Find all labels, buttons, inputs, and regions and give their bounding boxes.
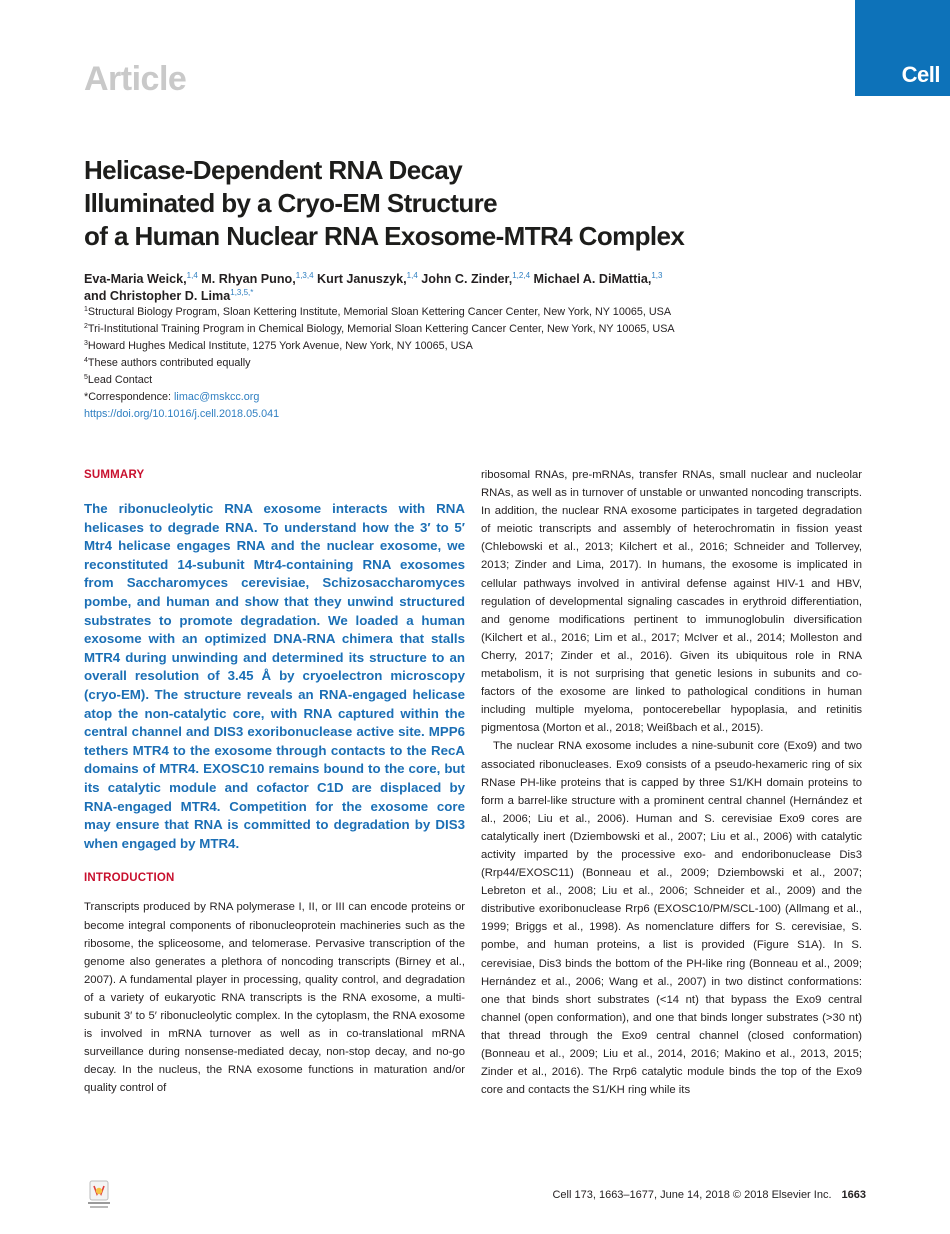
author-name: Michael A. DiMattia, xyxy=(533,272,652,286)
author-name: and Christopher D. Lima xyxy=(84,289,231,303)
title-line: Illuminated by a Cryo-EM Structure xyxy=(84,188,498,218)
affiliation-item: $^1$Structural Biology Program, Sloan Kettering Institute, Memorial Sloan Kettering Cancer Center, New York, NY 10065, USA xyxy=(84,306,672,318)
author-affiliation-marker[interactable]: 1,3,5,* xyxy=(230,288,254,297)
introduction-paragraph: Transcripts produced by RNA polymerase I, II, or III can encode proteins or become integral components of ribonucleoprotein machineries such as the ribosome, the spliceosome, and telomerase. Pervasive transcription of the genome also generates a plethora of noncoding transcripts (Birney et al., 2007). A fundamental player in processing, quality control, and degradation of a variety of eukaryotic RNA transcripts is the RNA exosome, a multi-subunit 3′ to 5′ ribonucleolytic complex. In the cytoplasm, the RNA exosome is involved in mRNA turnover as well as in co-translational mRNA surveillance during nonsense-mediated decay, non-stop decay, and no-go decay. In the nucleus, the RNA exosome functions in maturation and/or quality control of xyxy=(84,901,465,1095)
affiliation-item: $^4$These authors contributed equally xyxy=(84,357,251,369)
title-line: of a Human Nuclear RNA Exosome-MTR4 Complex xyxy=(84,221,685,251)
right-column xyxy=(481,466,862,1099)
check-for-updates-icon[interactable] xyxy=(84,1180,114,1212)
introduction-paragraph: The nuclear RNA exosome includes a nine-subunit core (Exo9) and two associated ribonucleases. Exo9 consists of a pseudo-hexameric ring of six RNase PH-like proteins that is capped by three S1/KH domain proteins to form a barrel-like structure with a prominent central channel (Hernández et al., 2006; Liu et al., 2006). Human and S. cerevisiae Exo9 cores are catalytically inert (Dziembowski et al., 2007; Liu et al., 2006) with catalytic activity imparted by the processive exo- and endoribonuclease Dis3 (Rrp44/EXOSC11) (Bonneau et al., 2009; Dziembowski et al., 2007; Lebreton et al., 2008; Liu et al., 2006; Schneider et al., 2009) and the distributive exoribonuclease Rrp6 (EXOSC10/PM/SCL-100) (Allmang et al., 1999; Briggs et al., 1998). As nomenclature differs for S. cerevisiae, S. pombe, and human proteins, a list is provided (Figure S1A). In S. cerevisiae, Dis3 binds the bottom of the PH-like ring (Bonneau et al., 2009; Hernández et al., 2006; Wang et al., 2007) in two distinct conformations: one that binds short substrates (<14 nt) that bypass the Exo9 central channel (open conformation), and one that binds longer substrates (>30 nt) that thread through the Exo9 central channel (closed conformation) (Bonneau et al., 2009; Liu et al., 2014, 2016; Makino et al., 2013, 2015; Zinder et al., 2016). The Rrp6 catalytic module binds the top of the Exo9 core and contacts the S1/KH ring while its xyxy=(481,740,862,1097)
author-name: John C. Zinder, xyxy=(421,272,513,286)
journal-badge[interactable] xyxy=(855,0,950,96)
doi-link[interactable]: https://doi.org/10.1016/j.cell.2018.05.041 xyxy=(84,408,280,420)
affiliations xyxy=(84,304,874,423)
footer-citation: Cell 173, 1663–1677, June 14, 2018 © 2018 Elsevier Inc. xyxy=(552,1189,832,1201)
page-footer xyxy=(552,1189,866,1201)
author-affiliation-marker[interactable]: 1,2,4 xyxy=(512,271,531,280)
introduction-paragraph: ribosomal RNAs, pre-mRNAs, transfer RNAs, small nuclear and nucleolar RNAs, as well as in turnover of unstable or unwanted noncoding transcripts. In addition, the nuclear RNA exosome participates in targeted degradation of meiotic transcripts and assembly of heterochromatin in fission yeast (Chlebowski et al., 2013; Kilchert et al., 2016; Schneider and Tollervey, 2013; Zinder and Lima, 2017). In humans, the exosome is implicated in cellular pathways involved in antiviral defense against HIV-1 and HBV, regulation of developmental signaling cascades in erythroid differentiation, and genome modifications pertinent to immunoglobulin diversification (Kilchert et al., 2016; Lim et al., 2017; McIver et al., 2014; Molleston and Cherry, 2017; Zinder et al., 2016). Given its ubiquitous role in RNA metabolism, it is not surprising that genetic lesions in subunits and co-factors of the exosome are linked to pathological conditions in human including multiple myeloma, pontocerebellar hypoplasia, and retinitis pigmentosa (Morton et al., 2018; Weißbach et al., 2015). xyxy=(481,469,862,735)
article-label: Article xyxy=(84,60,187,98)
author-affiliation-marker[interactable]: 1,3 xyxy=(651,271,663,280)
author-list xyxy=(84,271,874,305)
summary-text: The ribonucleolytic RNA exosome interacts with RNA helicases to degrade RNA. To understand how the 3′ to 5′ Mtr4 helicase engages RNA and the nuclear exosome, we reconstituted 14-subunit Mtr4-containing RNA exosomes from Saccharomyces cerevisiae, Schizosaccharomyces pombe, and human and show that they unwind structured substrates to promote degradation. We loaded a human exosome with an optimized DNA-RNA chimera that stalls MTR4 during unwinding and determined its structure to an overall resolution of 3.45 Å by cryoelectron microscopy (cryo-EM). The structure reveals an RNA-engaged helicase atop the non-catalytic core, with RNA captured within the central channel and DIS3 exoribonuclease active site. MPP6 tethers MTR4 to the exosome through contacts to the RecA domains of MTR4. EXOSC10 remains bound to the core, but its catalytic module and cofactor C1D are displaced by RNA-engaged MTR4. Competition for the exosome core may ensure that RNA is committed to degradation by DIS3 when engaged by MTR4. xyxy=(84,501,465,851)
author-affiliation-marker[interactable]: 1,4 xyxy=(186,271,198,280)
article-title xyxy=(84,154,844,253)
left-column xyxy=(84,466,465,1098)
author-name: Kurt Januszyk, xyxy=(317,272,407,286)
author-affiliation-marker[interactable]: 1,4 xyxy=(406,271,418,280)
summary-heading: SUMMARY xyxy=(84,469,145,481)
correspondence: *Correspondence: limac@mskcc.org xyxy=(84,391,260,403)
affiliation-item: $^2$Tri-Institutional Training Program in Chemical Biology, Memorial Sloan Kettering Cancer Center, New York, NY 10065, USA xyxy=(84,323,675,335)
author-affiliation-marker[interactable]: 1,3,4 xyxy=(295,271,314,280)
introduction-heading: INTRODUCTION xyxy=(84,872,175,885)
author-name: M. Rhyan Puno, xyxy=(201,272,296,286)
author-name: Eva-Maria Weick, xyxy=(84,272,187,286)
page-number: 1663 xyxy=(841,1189,866,1201)
email-link[interactable]: limac@mskcc.org xyxy=(174,391,260,403)
affiliation-item: $^3$Howard Hughes Medical Institute, 1275 York Avenue, New York, NY 10065, USA xyxy=(84,340,473,352)
affiliation-item: $^5$Lead Contact xyxy=(84,374,153,386)
title-line: Helicase-Dependent RNA Decay xyxy=(84,155,463,185)
journal-badge-label: Cell xyxy=(901,62,940,87)
